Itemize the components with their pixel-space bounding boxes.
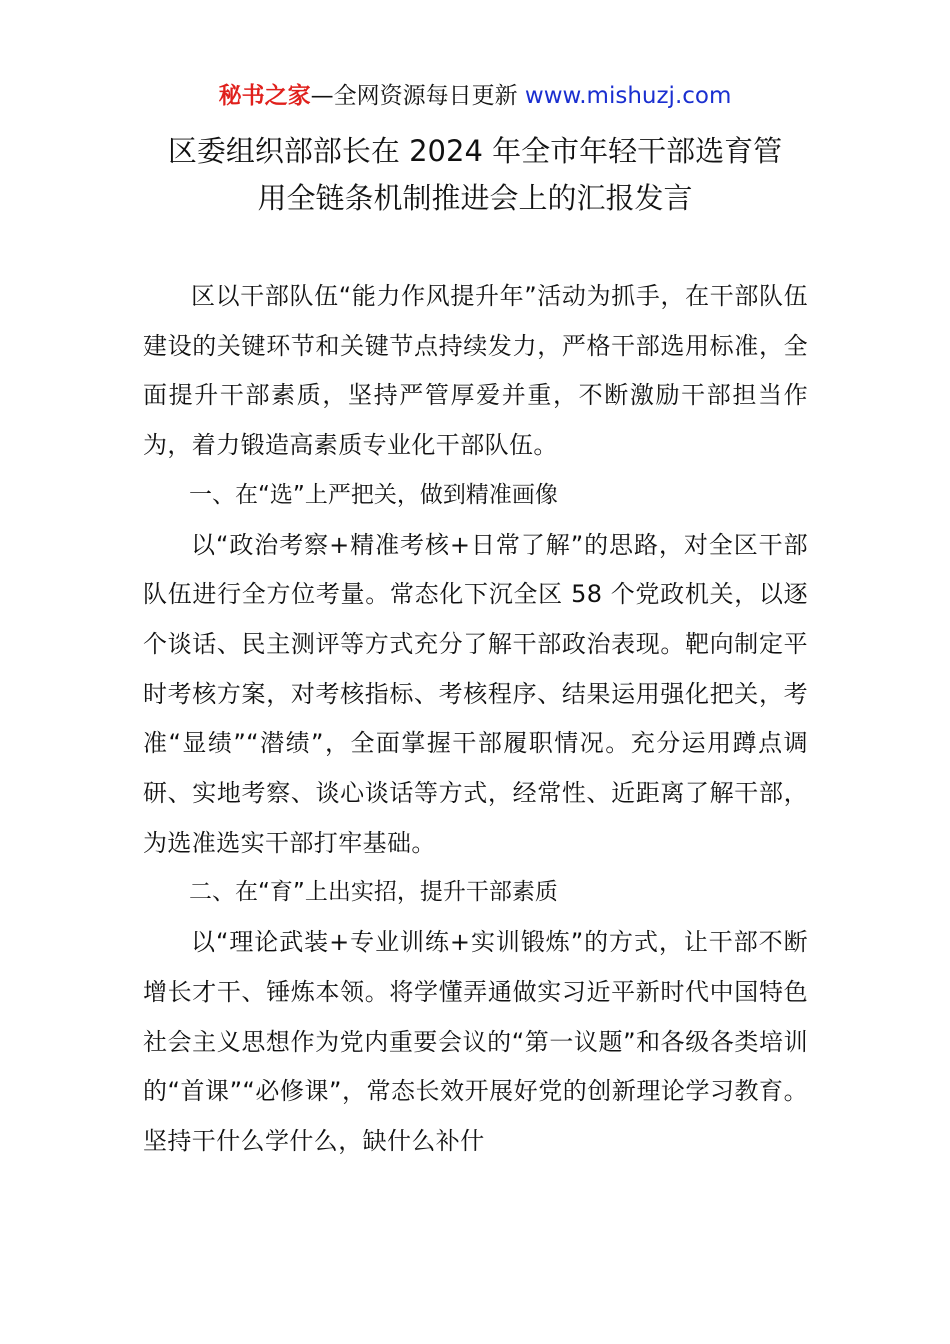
site-url-link[interactable]: www.mishuzj.com bbox=[524, 83, 732, 109]
section-2-heading: 二、在“育”上出实招，提升干部素质 bbox=[189, 879, 558, 906]
section-2-paragraph: 以“理论武装+专业训练+实训锻炼”的方式，让干部不断增长才干、锤炼本领。将学懂弄通做实习近平新时代中国特色社会主义思想作为党内重要会议的“第一议题”和各级各类培训的“首课”“必修课”，常态长效开展好党的创新理论学习教育。坚持干什么学什么，缺什么补什 bbox=[143, 928, 808, 1155]
brand-name: 秘书之家 bbox=[218, 83, 311, 109]
title-line-1: 区委组织部部长在 2024 年全市年轻干部选育管 bbox=[167, 134, 783, 168]
header-tagline: —全网资源每日更新 bbox=[310, 83, 525, 109]
intro-paragraph: 区以干部队伍“能力作风提升年”活动为抓手，在干部队伍建设的关键环节和关键节点持续发力，严格干部选用标准，全面提升干部素质，坚持严管厚爱并重，不断激励干部担当作为，着力锻造高素质专业化干部队伍。 bbox=[143, 282, 808, 460]
document-title bbox=[100, 128, 850, 222]
section-1-paragraph: 以“政治考察+精准考核+日常了解”的思路，对全区干部队伍进行全方位考量。常态化下沉全区 58 个党政机关，以逐个谈话、民主测评等方式充分了解干部政治表现。靶向制定平时考核方案，对考核指标、考核程序、结果运用强化把关，考准“显绩”“潜绩”，全面掌握干部履职情况。充分运用蹲点调研、实地考察、谈心谈话等方式，经常性、近距离了解干部，为选准选实干部打牢基础。 bbox=[143, 530, 808, 857]
section-1-heading: 一、在“选”上严把关，做到精准画像 bbox=[189, 481, 558, 508]
title-line-2: 用全链条机制推进会上的汇报发言 bbox=[257, 181, 693, 215]
site-header bbox=[0, 80, 950, 112]
document-body bbox=[143, 272, 808, 1167]
